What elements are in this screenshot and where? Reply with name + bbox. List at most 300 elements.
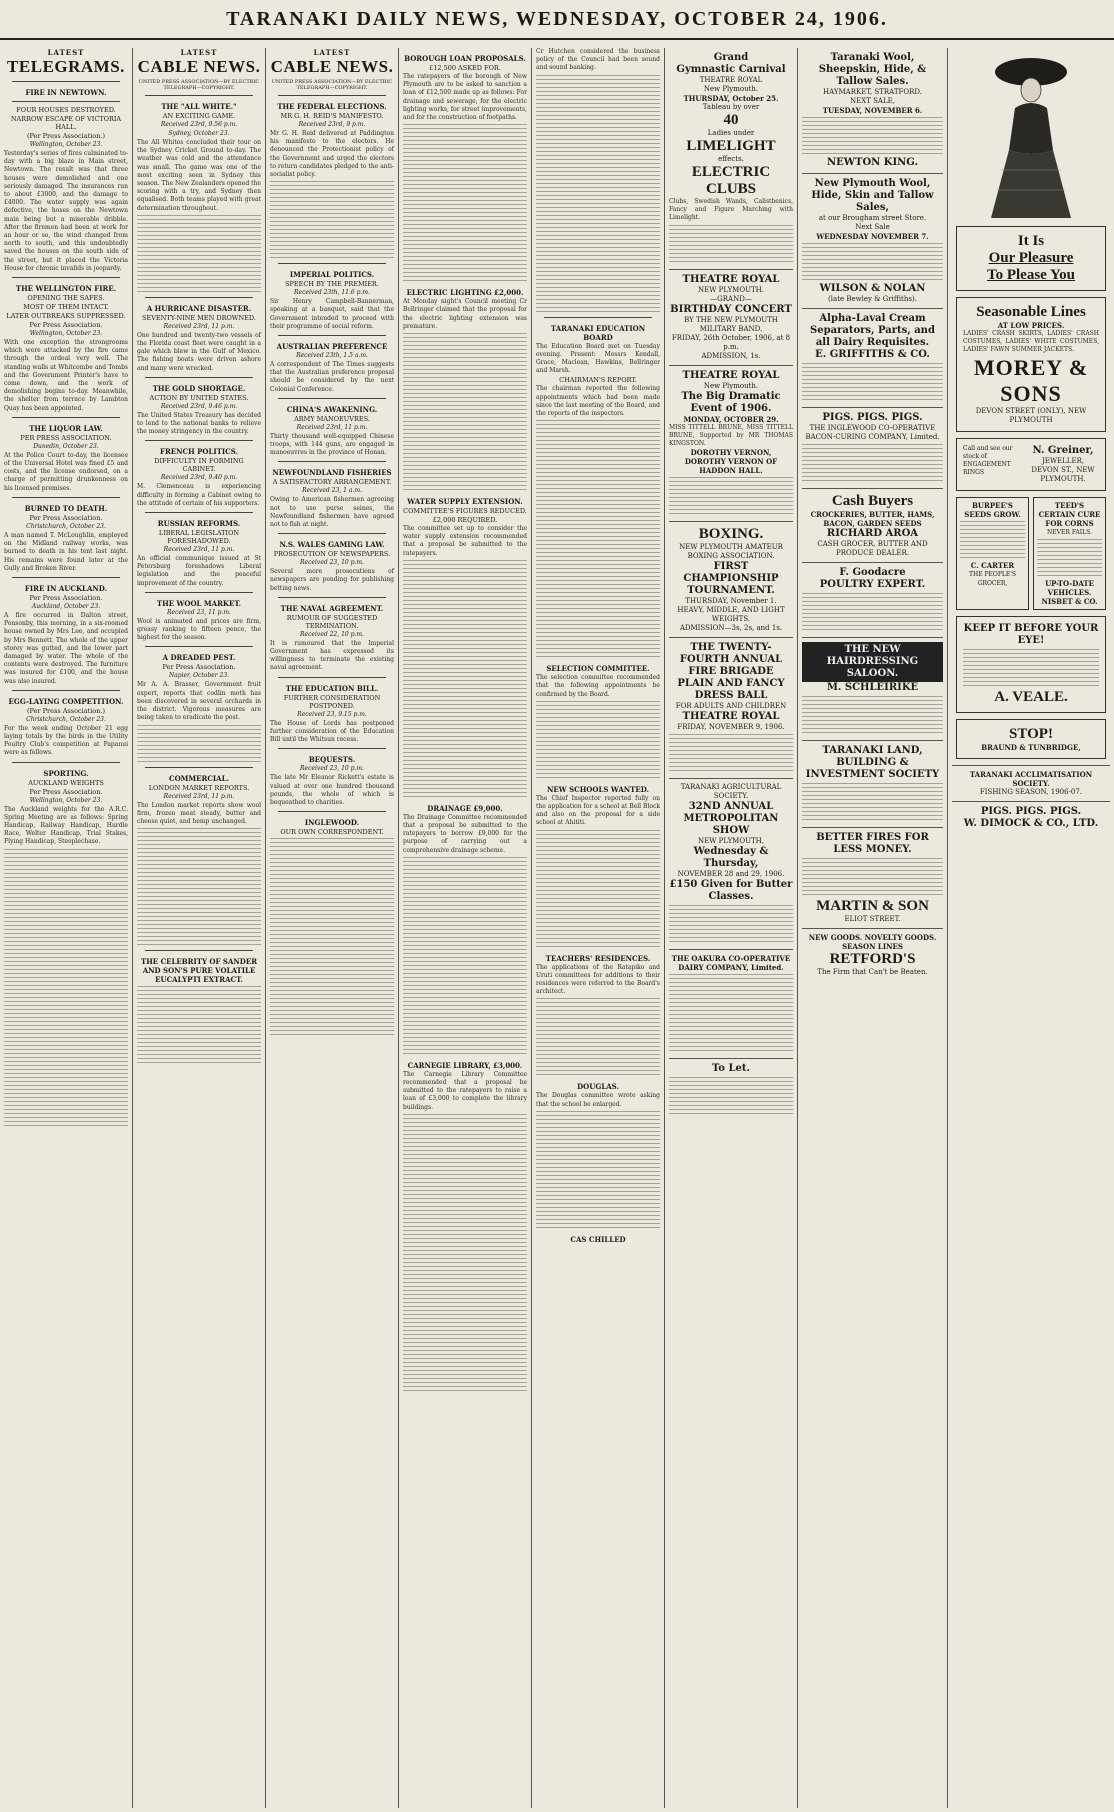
- text-block: [270, 998, 394, 1036]
- text-block: [4, 1049, 128, 1087]
- text-block: [403, 164, 527, 202]
- article-subtitle: OUR OWN CORRESPONDENT.: [280, 828, 384, 837]
- article-title: SELECTION COMMITTEE.: [546, 664, 650, 674]
- text-block: [403, 244, 527, 282]
- article-subtitle: PROSECUTION OF NEWSPAPERS.: [273, 550, 391, 559]
- text-block: [270, 221, 394, 259]
- article-byline: Per Press Association.: [29, 593, 103, 602]
- column-display-ads: [948, 48, 1114, 1808]
- ad-text: NEW PLYMOUTH AMATEUR BOXING ASSOCIATION.: [679, 543, 783, 561]
- article-dateline: Wellington, October 23.: [29, 330, 103, 338]
- text-block: [536, 870, 660, 908]
- ad-text: NEVER FAILS.: [1047, 528, 1092, 536]
- article-body: Yesterday's series of fires culminated to-day with a big blaze in Main street, Newtown. The result was that three houses were demolished and one seriously damaged. The insurances run to about £3000, and the damage to £4000. The water supply was again defective, the hoses on the Newtown main being but a miserable dribble. After the firemen had been at work for an hour or so, the wind changed from north to south, and this undoubtedly saved the houses on the south side of the street, but it placed the Victoria House for chronic invalids in jeopardy.: [4, 150, 128, 272]
- divider: [278, 811, 386, 812]
- text-block: [536, 910, 660, 948]
- text-block: [802, 444, 943, 482]
- ad-place: DEVON STREET (ONLY), NEW PLYMOUTH: [975, 406, 1087, 424]
- column-education-board: [532, 48, 665, 1808]
- column-heading: TELEGRAMS.: [7, 57, 125, 76]
- advertiser-name: W. DIMOCK & CO., LTD.: [963, 817, 1099, 829]
- article-subtitle: RUMOUR OF SUGGESTED TERMINATION.: [286, 613, 378, 630]
- divider: [12, 497, 120, 498]
- ad-title: Cash Buyers: [831, 493, 914, 509]
- article-dateline: Wellington, October 23.: [29, 141, 103, 148]
- better-fires-ad: [802, 827, 943, 928]
- article-dateline: Received 23, 1 a.m.: [302, 487, 362, 495]
- text-block: [536, 830, 660, 868]
- text-block: [669, 974, 793, 1012]
- ad-title: FIRST CHAMPIONSHIP TOURNAMENT.: [683, 561, 779, 597]
- jeweller-name-block: [1027, 445, 1099, 484]
- divider: [145, 377, 253, 378]
- article-dateline: Received 23, 10 p.m.: [300, 765, 364, 773]
- ad-title: PIGS. PIGS. PIGS.: [980, 805, 1082, 817]
- article-title: THE NAVAL AGREEMENT.: [280, 603, 384, 613]
- ad-text: HEAVY, MIDDLE, AND LIGHT WEIGHTS.: [677, 606, 785, 624]
- article-body: It is rumoured that the Imperial Government has expressed its willingness to terminate the existing naval agreement.: [270, 639, 394, 672]
- wire-credit: UNITED PRESS ASSOCIATION—BY ELECTRIC TELEGRAPH—COPYRIGHT.: [271, 79, 393, 91]
- text-block: [403, 373, 527, 411]
- article-dateline: Received 23th, 11.6 p.m.: [294, 289, 370, 297]
- article-title: DOUGLAS.: [577, 1082, 619, 1092]
- text-block: [403, 977, 527, 1015]
- fire-brigade-ball-ad: [669, 637, 793, 778]
- ad-title: KEEP IT BEFORE YOUR EYE!: [963, 622, 1099, 646]
- article-subtitle: NARROW ESCAPE OF VICTORIA HALL.: [10, 115, 122, 131]
- ad-date: FRIDAY, 26th October, 1906, at 8 p.m.: [671, 333, 791, 351]
- text-block: [963, 649, 1099, 687]
- ad-title: STOP!: [1009, 725, 1053, 742]
- ad-text: Call and see our stock of ENGAGEMENT RINGS: [963, 444, 1013, 476]
- column-cable-news-2: [266, 48, 399, 1808]
- article-title: THE WOOL MARKET.: [156, 598, 242, 608]
- advertiser-name: WILSON & NOLAN: [819, 283, 926, 294]
- text-block: [137, 986, 261, 1024]
- ad-title: The Big Dramatic Event of 1906.: [681, 390, 781, 414]
- agricultural-show-ad: [669, 778, 793, 949]
- article-subtitle: SEVENTY-NINE MEN DROWNED.: [142, 313, 256, 322]
- article-body: The United States Treasury has decided to lend to the national banks to relieve the money stringency in the country.: [137, 411, 261, 436]
- article-title: ELECTRIC LIGHTING £2,000.: [406, 288, 524, 298]
- article-byline: Per Press Association.: [162, 663, 236, 672]
- article-title: IMPERIAL POLITICS.: [289, 270, 375, 280]
- article-subtitle: A SATISFACTORY ARRANGEMENT.: [272, 478, 392, 487]
- ad-title: PIGS. PIGS. PIGS.: [822, 412, 923, 423]
- ad-title: To Let.: [712, 1063, 750, 1075]
- text-block: [802, 243, 943, 281]
- article-body: The London market reports show wool firm, frozen meat steady, butter and cheese quiet, and hemp unchanged.: [137, 801, 261, 825]
- divider: [12, 101, 120, 102]
- text-block: [802, 696, 943, 734]
- text-block: [270, 958, 394, 996]
- text-block: [4, 929, 128, 967]
- article-body: The ratepayers of the borough of New Plymouth are to be asked to sanction a loan of £12,500 made up as follows: For drainage and sewerage, for the electric lighting works, for street improvements, and for the construction of footpaths.: [403, 73, 527, 122]
- article-body: The Drainage Committee recommended that a proposal be submitted to the ratepayers to borrow £9,000 for the purpose of carrying out a comprehensive drainage scheme.: [403, 813, 527, 854]
- text-block: [270, 181, 394, 219]
- masthead-title: TARANAKI DAILY NEWS, WEDNESDAY, OCTOBER 24, 1906.: [226, 8, 888, 30]
- ad-title: BOXING.: [698, 526, 764, 543]
- separators-ad: [802, 308, 943, 407]
- article-title: CAS CHILLED: [570, 1234, 626, 1244]
- article-subtitle: FURTHER CONSIDERATION POSTPONED.: [283, 693, 381, 710]
- dimock-pigs-ad: [952, 801, 1110, 834]
- advertiser-name: A. VEALE.: [994, 688, 1068, 705]
- ad-text: CASH GROCER, BUTTER AND PRODUCE DEALER.: [817, 540, 928, 557]
- text-block: [536, 1191, 660, 1229]
- text-block: [403, 1154, 527, 1192]
- article-title: NEWFOUNDLAND FISHERIES: [272, 468, 392, 478]
- article-title: BEQUESTS.: [308, 755, 356, 765]
- ad-text: THE PEOPLE'S GROCER,: [968, 570, 1017, 587]
- birthday-concert-ad: [669, 269, 793, 365]
- ad-title: It Is: [1017, 233, 1045, 249]
- ad-date: THURSDAY, November 1.: [685, 597, 777, 606]
- text-block: [536, 620, 660, 658]
- ad-text: FOR ADULTS AND CHILDREN: [675, 702, 787, 711]
- grocer-ad: [956, 616, 1106, 713]
- ad-date: NOVEMBER 28 and 29, 1906.: [677, 870, 785, 879]
- text-block: [403, 640, 527, 678]
- advertiser-name: F. Goodacre: [839, 567, 906, 578]
- ad-title: 32ND ANNUAL METROPOLITAN SHOW: [683, 801, 779, 837]
- ad-text: THE INGLEWOOD CO-OPERATIVE BACON-CURING COMPANY, Limited.: [805, 424, 940, 441]
- article-title: THE "ALL WHITE.": [161, 102, 237, 111]
- article-title: TARANAKI EDUCATION BOARD: [550, 323, 646, 342]
- article-body: At Monday night's Council meeting Cr Bellringer claimed that the proposal for the electric lighting extension was premature.: [403, 298, 527, 330]
- article-byline: (Per Press Association.): [27, 706, 105, 715]
- text-block: [403, 333, 527, 371]
- text-block: [403, 937, 527, 975]
- seasonable-lines-ad: [956, 297, 1106, 432]
- article-body: Mr A. A. Brasser, Government fruit expert, reports that codlin moth has been discovered in several orchards in the district. Vigorous measures are being taken to eradicate the pest.: [137, 681, 261, 722]
- article-subtitle: £12,500 ASKED FOR.: [429, 64, 501, 72]
- article-body: The Carnegie Library Committee recommended that a proposal be submitted to the ratepayers to raise a loan of £3,000 to complete the library buildings.: [403, 1070, 527, 1111]
- divider: [145, 767, 253, 768]
- text-block: [403, 1234, 527, 1272]
- text-block: [536, 1038, 660, 1076]
- article-subtitle: LIBERAL LEGISLATION FORESHADOWED.: [158, 529, 240, 546]
- ad-subtitle: AT LOW PRICES.: [997, 321, 1065, 330]
- twin-ad-row: [956, 497, 1106, 610]
- article-body: The late Mr Eleanor Rickett's estate is valued at over one hundred thousand pounds, the whole of which is bequeathed to charities.: [270, 774, 394, 806]
- article-title: TEACHERS' RESIDENCES.: [545, 953, 651, 963]
- article-title: THE GOLD SHORTAGE.: [152, 383, 246, 393]
- text-block: [669, 734, 793, 772]
- text-block: [536, 540, 660, 578]
- ad-venue: THEATRE ROYAL: [682, 369, 780, 381]
- text-block: [536, 580, 660, 618]
- article-title: NEW SCHOOLS WANTED.: [547, 784, 649, 794]
- divider: [12, 81, 120, 82]
- article-body: The applications of the Ratapiko and Uruti committees for additions to their residences were referred to the Board's architect.: [536, 963, 660, 996]
- article-body: Wool is animated and prices are firm, greasy ranking to fifteen pence, the highest for the season.: [137, 617, 261, 642]
- article-title: COMMERCIAL.: [169, 773, 229, 783]
- text-block: [137, 868, 261, 906]
- ad-title: TEED'S CERTAIN CURE FOR CORNS: [1038, 500, 1101, 528]
- article-title: BURNED TO DEATH.: [24, 503, 108, 513]
- divider: [145, 440, 253, 441]
- divider: [145, 512, 253, 513]
- divider: [145, 95, 253, 96]
- divider: [278, 748, 386, 749]
- ad-title: THE NEW HAIRDRESSING SALOON.: [802, 642, 943, 682]
- column-heading: CABLE NEWS.: [137, 57, 261, 76]
- article-subtitle: DIFFICULTY IN FORMING CABINET.: [154, 457, 244, 474]
- article-subtitle: LATER OUTBREAKS SUPPRESSED.: [6, 312, 126, 321]
- advertiser-name: BRAUND & TUNBRIDGE,: [981, 742, 1081, 752]
- article-title: INGLEWOOD.: [304, 818, 360, 828]
- text-block: [403, 1274, 527, 1312]
- text-block: [669, 1014, 793, 1052]
- ad-title: THE TWENTY-FOURTH ANNUAL FIRE BRIGADE PLAIN AND FANCY DRESS BALL: [677, 642, 785, 702]
- text-block: [137, 725, 261, 763]
- text-block: [669, 1077, 793, 1115]
- article-title: A HURRICANE DISASTER.: [146, 303, 252, 313]
- article-body: The House of Lords has postponed further consideration of the Education Bill until the Whitsun recess.: [270, 719, 394, 744]
- article-body: A correspondent of The Times suggests that the Australian preference proposal should be considered by the next Colonial Conference.: [270, 361, 394, 393]
- divider: [278, 461, 386, 462]
- ad-text: TARANAKI AGRICULTURAL SOCIETY.: [680, 783, 782, 801]
- article-dateline: Received 23th, 1.5 a.m.: [296, 352, 368, 360]
- article-dateline: Received 23rd, 11 p.m.: [296, 423, 368, 431]
- divider: [544, 317, 652, 318]
- article-subtitle: SPEECH BY THE PREMIER.: [285, 280, 379, 289]
- divider: [145, 297, 253, 298]
- advertiser-name: MOREY & SONS: [973, 354, 1089, 406]
- text-block: [536, 115, 660, 153]
- ad-admission: ADMISSION—3s, 2s, and 1s.: [679, 624, 783, 633]
- text-block: [403, 720, 527, 758]
- divider: [278, 335, 386, 336]
- article-title: THE LIQUOR LAW.: [29, 423, 103, 433]
- ad-title: TARANAKI LAND, BUILDING & INVESTMENT SOCIETY: [805, 745, 940, 780]
- article-subtitle: FOUR HOUSES DESTROYED.: [16, 106, 116, 114]
- text-block: [137, 908, 261, 946]
- text-block: [4, 1089, 128, 1127]
- text-block: [536, 701, 660, 739]
- acclimatisation-ad: [952, 765, 1110, 801]
- ad-text: The Firm that Can't be Beaten.: [817, 968, 928, 976]
- column-trade-ads: [798, 48, 948, 1808]
- text-block: [403, 680, 527, 718]
- ad-date: TUESDAY, NOVEMBER 6.: [822, 106, 923, 115]
- ad-date: Wednesday & Thursday,: [693, 846, 769, 870]
- ad-title: CLUBS: [705, 181, 757, 197]
- text-block: [403, 1114, 527, 1152]
- article-title: THE FEDERAL ELECTIONS.: [277, 102, 387, 111]
- text-block: [536, 275, 660, 313]
- ad-date: MONDAY, OCTOBER 29.: [683, 414, 779, 424]
- text-block: [536, 460, 660, 498]
- text-block: [403, 1354, 527, 1392]
- ad-text: DOROTHY VERNON, DOROTHY VERNON OF HADDON HALL.: [684, 448, 778, 476]
- article-dateline: Wellington, October 23.: [29, 796, 103, 804]
- ad-text: Ladies under: [707, 129, 755, 137]
- divider: [12, 690, 120, 691]
- article-title: AUSTRALIAN PREFERENCE: [276, 342, 388, 352]
- article-body: The chairman reported the following appointments which had been made since the last meeting of the Board, and the reports of the inspectors.: [536, 385, 660, 418]
- text-block: [802, 593, 943, 631]
- gymnastic-carnival-ad: [669, 48, 793, 269]
- article-dateline: Received 23rd, 9.46 p.m.: [160, 402, 238, 410]
- article-dateline: Received 23, 11 p.m.: [167, 608, 231, 616]
- ad-title: Our Pleasure: [988, 250, 1074, 266]
- article-body: The committee set up to consider the water supply extension recommended that a proposal be submitted to the ratepayers.: [403, 525, 527, 557]
- dramatic-event-ad: [669, 365, 793, 522]
- ad-venue: THEATRE ROYAL: [699, 76, 763, 84]
- text-block: [403, 413, 527, 451]
- ad-title: Seasonable Lines: [976, 304, 1086, 320]
- advertiser-name: E. GRIFFITHS & CO.: [815, 349, 930, 360]
- article-body: The selection committee recommended that the following appointments be confirmed by the Board.: [536, 674, 660, 698]
- ad-title: Grand: [713, 52, 749, 63]
- column-borough-loan: [399, 48, 532, 1808]
- text-block: [536, 420, 660, 458]
- ad-body: LADIES' CRASH SKIRTS, LADIES' CRASH COSTUMES, LADIES' WHITE COSTUMES, LADIES' FAWN SUMMER JACKETS.: [963, 330, 1099, 354]
- ad-title: Alpha-Laval Cream Separators, Parts, and all Dairy Requisites.: [810, 313, 935, 348]
- text-block: [137, 1026, 261, 1064]
- article-title: N.S. WALES GAMING LAW.: [279, 540, 385, 550]
- article-subtitle: MOST OF THEM INTACT.: [23, 303, 109, 312]
- ad-text: Tableau by over: [702, 103, 760, 111]
- ad-place: ELIOT STREET.: [844, 915, 901, 923]
- text-block: [536, 75, 660, 113]
- text-block: [802, 117, 943, 155]
- article-dateline: Received 23rd, 9.40 p.m.: [160, 474, 238, 482]
- text-block: [536, 155, 660, 193]
- ad-body: Clubs, Swedish Wands, Calisthenics, Fancy and Figure Marching with Limelight.: [669, 198, 793, 222]
- article-title: BOROUGH LOAN PROPOSALS.: [404, 54, 526, 63]
- article-body: At the Police Court to-day, the licensee of the Universal Hotel was fined £5 and costs, and the license endorsed, on a charge of permitting drunkenness on his licensed premises.: [4, 451, 128, 492]
- text-block: [536, 235, 660, 273]
- ad-title: BURPEE'S SEEDS GROW.: [964, 500, 1021, 519]
- article-title: RUSSIAN REFORMS.: [157, 519, 241, 529]
- article-dateline: Dunedin, October 23.: [33, 442, 99, 450]
- text-block: [403, 453, 527, 491]
- ad-text: FISHING SEASON, 1906-07.: [979, 787, 1083, 796]
- advertiser-name: N. Greiner,: [1032, 444, 1094, 456]
- ad-title: NEW GOODS. NOVELTY GOODS. SEASON LINES: [808, 933, 937, 951]
- text-block: [536, 1111, 660, 1149]
- ad-title: ELECTRIC: [691, 164, 771, 180]
- article-body: Thirty thousand well-equipped Chinese troops, with 144 guns, are engaged in manoeuvres in the province of Honan.: [270, 432, 394, 457]
- poultry-expert-ad: [802, 562, 943, 637]
- article-subtitle: AN EXCITING GAME.: [162, 112, 236, 120]
- to-let-ad: [669, 1058, 793, 1121]
- jeweller-ad: [956, 438, 1106, 491]
- masthead: [0, 0, 1114, 40]
- ad-title: New Plymouth Wool, Hide, Skin and Tallow Sales,: [811, 178, 934, 213]
- article-dateline: Sydney, October 23.: [168, 130, 230, 137]
- text-block: [270, 878, 394, 916]
- article-byline: PER PRESS ASSOCIATION.: [20, 433, 112, 442]
- ad-text: BY THE NEW PLYMOUTH MILITARY BAND.: [684, 315, 778, 333]
- ad-body: MISS TITTELL BRUNE, MISS TITTELL BRUNE, Supported by MR THOMAS KINGSTON.: [669, 423, 793, 448]
- latest-label: LATEST: [47, 48, 85, 57]
- article-title: FIRE IN NEWTOWN.: [25, 88, 107, 97]
- wire-credit: UNITED PRESS ASSOCIATION—BY ELECTRIC TELEGRAPH—COPYRIGHT.: [138, 79, 260, 91]
- article-byline: Per Press Association.: [29, 787, 103, 796]
- article-body: The Education Board met on Tuesday evening. Present: Messrs Kendall, Grace, Maclean, Hawkins, Bellringer and Marsh.: [536, 342, 660, 375]
- article-byline: Per Press Association.: [29, 513, 103, 522]
- hide-skin-sales-ad: [802, 173, 943, 308]
- article-subtitle: OPENING THE SAFES.: [27, 294, 105, 303]
- advertiser-name: C. CARTER: [970, 560, 1015, 570]
- cash-buyers-ad: [802, 488, 943, 562]
- ad-title: POULTRY EXPERT.: [819, 579, 926, 590]
- ad-title: Gymnastic Carnival: [676, 64, 786, 75]
- text-block: [4, 969, 128, 1007]
- text-block: [802, 363, 943, 401]
- ad-date: FRIDAY, NOVEMBER 9, 1906.: [677, 723, 785, 732]
- oakura-dairy-ad: [669, 949, 793, 1058]
- divider: [12, 577, 120, 578]
- text-block: [403, 857, 527, 895]
- article-body: The All Whites concluded their tour on the Sydney Cricket Ground to-day. The weather was cold and the attendance was small. The game was one of the most exciting seen in Sydney this season. The New Zealanders opened the scoring with a try, and Sydney then equalised. Both teams played with great determination throughout.: [137, 139, 261, 212]
- article-dateline: Received 23rd, 11 p.m.: [163, 546, 235, 554]
- article-byline: Per Press Association.: [29, 321, 103, 330]
- text-block: [4, 889, 128, 927]
- column-telegrams: [0, 48, 133, 1808]
- ad-place: NEW PLYMOUTH.: [698, 285, 764, 294]
- article-title: THE EDUCATION BILL.: [285, 683, 379, 693]
- divider: [278, 263, 386, 264]
- article-body: Several more prosecutions of newspapers are pending for publishing betting news.: [270, 568, 394, 592]
- text-block: [137, 828, 261, 866]
- divider: [278, 398, 386, 399]
- text-block: [403, 124, 527, 162]
- text-block: [403, 1194, 527, 1232]
- article-body: The Chief Inspector reported fully on the application for a school at Bell Block and also on the proposal for a side school at Ahititi.: [536, 794, 660, 827]
- latest-label: LATEST: [313, 48, 351, 57]
- article-title: THE WELLINGTON FIRE.: [15, 284, 117, 294]
- article-title: CHINA'S AWAKENING.: [286, 404, 378, 414]
- ad-text: —GRAND—: [710, 294, 752, 303]
- article-dateline: Received 23rd, 9 p.m.: [298, 121, 366, 128]
- article-subtitle: ARMY MANOEUVRES.: [294, 414, 370, 423]
- article-dateline: Christchurch, October 23.: [26, 715, 106, 723]
- article-title: THE CELEBRITY OF SANDER AND SON'S PURE VOLATILE EUCALYPTI EXTRACT.: [140, 957, 258, 985]
- article-title: A DREADED PEST.: [162, 653, 236, 663]
- text-block: [669, 225, 793, 263]
- article-subtitle: COMMITTEE'S FIGURES REDUCED.: [403, 507, 527, 516]
- ad-place: HAYMARKET, STRATFORD.: [823, 88, 922, 96]
- corn-cure-ad: [1033, 497, 1106, 610]
- article-title: DRAINAGE £9,000.: [427, 803, 503, 813]
- text-block: [1037, 539, 1102, 577]
- article-dateline: Napier, October 23.: [168, 672, 230, 680]
- text-block: [137, 215, 261, 253]
- article-dateline: Received 23, 9.15 p.m.: [297, 710, 367, 718]
- ad-text: CROCKERIES, BUTTER, HAMS, BACON, GARDEN SEEDS: [810, 510, 935, 528]
- advertiser-name: NISBET & CO.: [1041, 596, 1098, 606]
- wool-sales-ad: [802, 48, 943, 173]
- text-block: [403, 1314, 527, 1352]
- divider: [145, 950, 253, 951]
- column-heading: CABLE NEWS.: [270, 57, 394, 76]
- ad-number: 40: [723, 112, 739, 128]
- divider: [145, 646, 253, 647]
- divider: [278, 597, 386, 598]
- text-block: [536, 195, 660, 233]
- article-title: WATER SUPPLY EXTENSION.: [407, 497, 523, 507]
- article-subtitle: AUCKLAND WEIGHTS: [28, 778, 104, 787]
- advertiser-name: RICHARD AROA: [826, 528, 919, 539]
- article-body: A fire occurred in Dalton street, Ponsonby, this morning, in a six-roomed house owned by Mrs Lee, and occupied by Mrs Bennett. The whole of the upper storey was gutted, and the lower part damaged by water. The whole of the contents were destroyed. The furniture was insured for £100, and the house was also insured.: [4, 611, 128, 685]
- article-subtitle: MR G. H. REID'S MANIFESTO.: [280, 112, 384, 120]
- text-block: [536, 741, 660, 779]
